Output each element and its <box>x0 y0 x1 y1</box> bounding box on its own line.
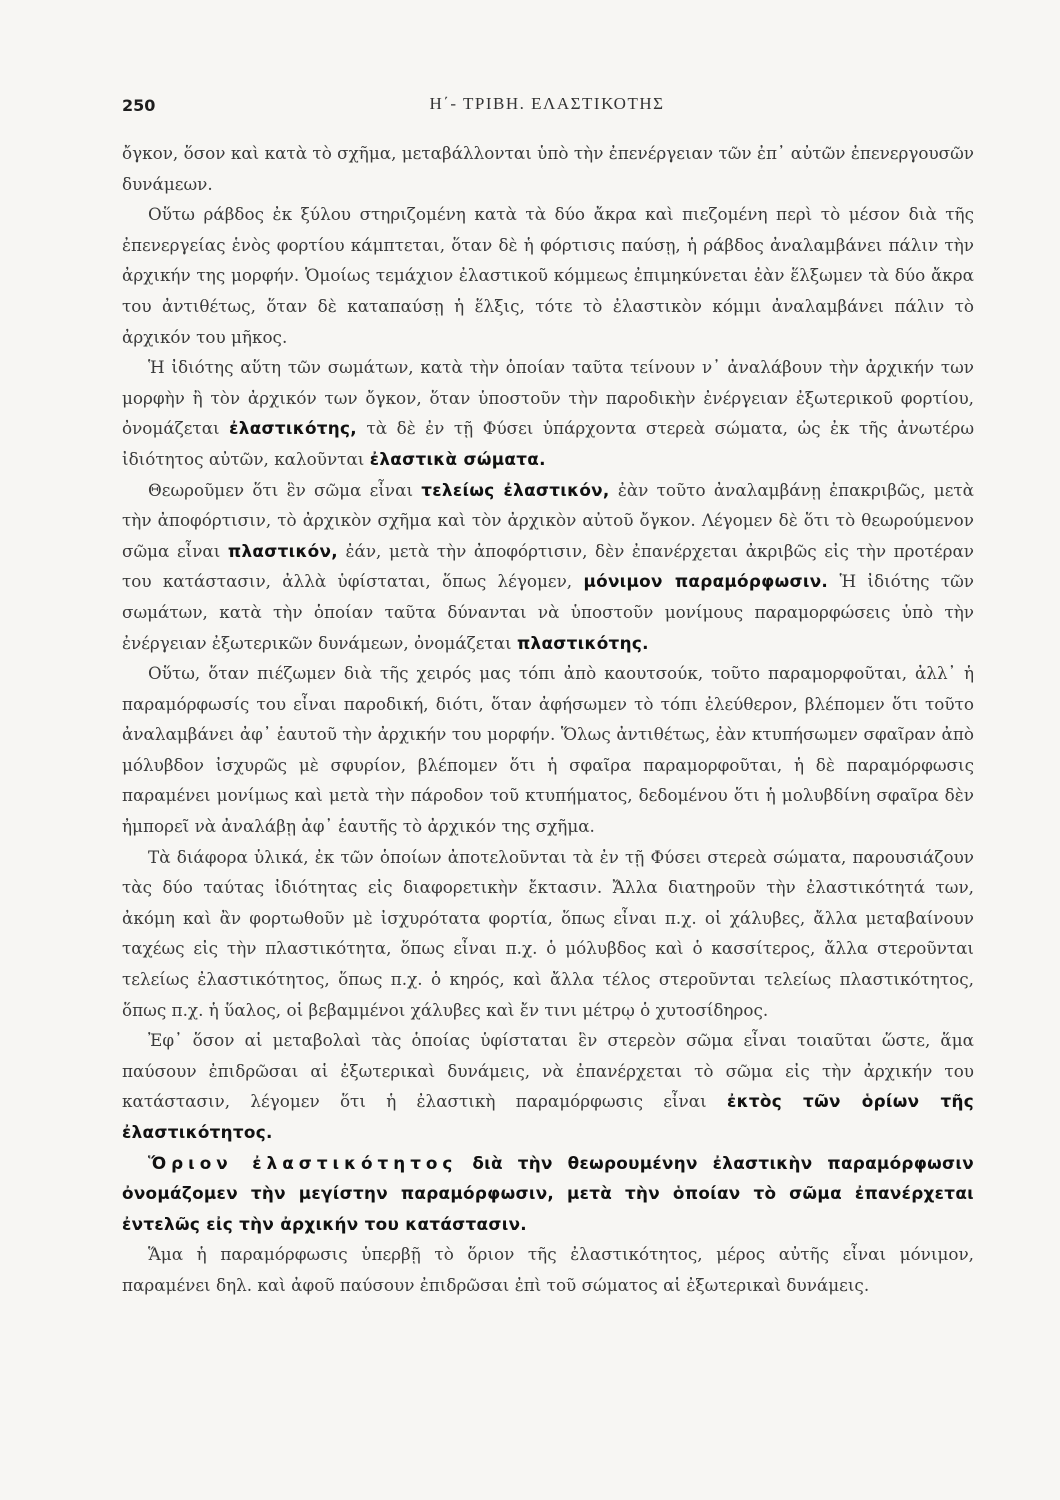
paragraph-text: Ἡ ἰδιότης αὕτη τῶν σωμάτων, κατὰ τὴν ὁποίαν ταῦτα τείνουν ν᾽ ἀναλάβουν τὴν ἀρχικήν των μορφὴν ἢ τὸν ἀρχικόν των ὄγκον, ὅταν ὑποστοῦν τὴν παροδικὴν ἐνέργειαν ἐξωτερικοῦ φορτίου, ὀνομάζεται <box>122 357 974 439</box>
paragraph-ball-example <box>122 658 974 842</box>
paragraph-text: Ἐφ᾽ ὅσον αἱ μεταβολαὶ τὰς ὁποίας ὑφίσταται ἓν στερεὸν σῶμα εἶναι τοιαῦται ὥστε, ἅμα παύσουν ἐπιδρῶσαι αἱ ἐξωτερικαὶ δυνάμεις, νὰ ἐπανέρχεται τὸ σῶμα εἰς τὴν ἀρχικήν του κατάστασιν, λέγομεν ὅτι ἡ ἐλαστικὴ παραμόρφωσις εἶναι <box>122 1030 974 1112</box>
paragraph-text: διὰ τὴν θεωρουμένην ἐλαστικὴν παραμόρφωσιν ὀνομάζομεν τὴν μεγίστην παραμόρφωσιν, μετὰ τὴν ὁποίαν τὸ σῶμα ἐπανέρχεται ἐντελῶς εἰς τὴν ἀρχικήν του κατάστασιν. <box>122 1152 974 1234</box>
term-plasticity: πλαστικότης. <box>516 632 649 653</box>
paragraph-continuation <box>122 138 974 199</box>
paragraph-plasticity-definition <box>122 475 974 659</box>
page-header <box>122 92 972 122</box>
paragraph-text: ὄγκον, ὅσον καὶ κατὰ τὸ σχῆμα, μεταβάλλονται ὑπὸ τὴν ἐπενέργειαν τῶν ἐπ᾽ αὐτῶν ἐπενεργουσῶν δυνάμεων. <box>122 143 974 194</box>
paragraph-text: Ἅμα ἡ παραμόρφωσις ὑπερβῇ τὸ ὅριον τῆς ἐλαστικότητος, μέρος αὐτῆς εἶναι μόνιμον, παραμένει δηλ. καὶ ἀφοῦ παύσουν ἐπιδρῶσαι ἐπὶ τοῦ σώματος αἱ ἐξωτερικαὶ δυνάμεις. <box>122 1244 974 1295</box>
term-elastic-bodies: ἐλαστικὰ σώματα. <box>369 448 546 469</box>
paragraph-text: Οὕτω ράβδος ἐκ ξύλου στηριζομένη κατὰ τὰ δύο ἄκρα καὶ πιεζομένη περὶ τὸ μέσον διὰ τῆς ἐπενεργείας ἑνὸς φορτίου κάμπτεται, ὅταν δὲ ἡ φόρτισις παύσῃ, ἡ ράβδος ἀναλαμβάνει πάλιν τὴν ἀρχικήν της μορφήν. Ὁμοίως τεμάχιον ἐλαστικοῦ κόμμεως ἐπιμηκύνεται ἐὰν ἕλξωμεν τὰ δύο ἄκρα του ἀντιθέτως, ὅταν δὲ καταπαύσῃ ἡ ἕλξις, τότε τὸ ἐλαστικὸν κόμμι ἀναλαμβάνει πάλιν τὸ ἀρχικόν του μῆκος. <box>122 204 974 347</box>
term-elastic-limit: Ὅριον ἐλαστικότητος <box>148 1152 458 1173</box>
term-plastic: πλαστικόν, <box>227 540 338 561</box>
paragraph-within-limits <box>122 1025 974 1147</box>
paragraph-elastic-limit-definition <box>122 1148 974 1240</box>
term-elasticity: ἐλαστικότης, <box>229 418 357 439</box>
term-perfectly-elastic: τελείως ἐλαστικόν, <box>421 479 610 500</box>
page-number: 250 <box>122 96 156 115</box>
paragraph-text: Ἡ ἰδιότης τῶν σωμάτων, κατὰ τὴν ὁποίαν ταῦτα δύνανται νὰ ὑποστοῦν μονίμους παραμορφώσεις ὑπὸ τὴν ἐνέργειαν ἐξωτερικῶν δυνάμεων, ὀνομάζεται <box>122 571 974 653</box>
paragraph-text: Οὕτω, ὅταν πιέζωμεν διὰ τῆς χειρός μας τόπι ἀπὸ καουτσούκ, τοῦτο παραμορφοῦται, ἀλλ᾽ ἡ παραμόρφωσίς του εἶναι παροδική, διότι, ὅταν ἀφήσωμεν τὸ τόπι ἐλεύθερον, βλέπομεν ὅτι τοῦτο ἀναλαμβάνει ἀφ᾽ ἑαυτοῦ τὴν ἀρχικήν του μορφήν. Ὅλως ἀντιθέτως, ἐὰν κτυπήσωμεν σφαῖραν ἀπὸ μόλυβδον ἰσχυρῶς μὲ σφυρίον, βλέπομεν ὅτι ἡ σφαῖρα παραμορφοῦται, ἡ δὲ παραμόρφωσις παραμένει μονίμως καὶ μετὰ τὴν πάροδον τοῦ κτυπήματος, δεδομένου ὅτι ἡ μολυβδίνη σφαῖρα δὲν ἠμπορεῖ νὰ ἀναλάβῃ ἀφ᾽ ἑαυτῆς τὸ ἀρχικόν της σχῆμα. <box>122 663 974 837</box>
paragraph-text: Τὰ διάφορα ὑλικά, ἐκ τῶν ὁποίων ἀποτελοῦνται τὰ ἐν τῇ Φύσει στερεὰ σώματα, παρουσιάζουν τὰς δύο ταύτας ἰδιότητας εἰς διαφορετικὴν ἔκτασιν. Ἄλλα διατηροῦν τὴν ἐλαστικότητά των, ἀκόμη καὶ ἂν φορτωθοῦν μὲ ἰσχυρότατα φορτία, ὅπως εἶναι π.χ. οἱ χάλυβες, ἄλλα μεταβαίνουν ταχέως εἰς τὴν πλαστικότητα, ὅπως εἶναι π.χ. ὁ μόλυβδος καὶ ὁ κασσίτερος, ἄλλα στεροῦνται τελείως ἐλαστικότητος, ὅπως π.χ. ὁ κηρός, καὶ ἄλλα τέλος στεροῦνται τελείως πλαστικότητος, ὅπως π.χ. ἡ ὕαλος, οἱ βεβαμμένοι χάλυβες καὶ ἔν τινι μέτρῳ ὁ χυτοσίδηρος. <box>122 846 974 1020</box>
term-permanent-deformation: μόνιμον παραμόρφωσιν. <box>583 571 829 592</box>
paragraph-text: Θεωροῦμεν ὅτι ἓν σῶμα εἶναι <box>148 479 414 500</box>
paragraph-beyond-limit <box>122 1239 974 1300</box>
body-text <box>122 138 974 1301</box>
paragraph-examples <box>122 199 974 352</box>
running-head: Η΄- ΤΡΙΒΗ. ΕΛΑΣΤΙΚΟΤΗΣ <box>429 94 665 113</box>
term-within-elastic-limits: ἐκτὸς τῶν ὁρίων τῆς ἐλαστικότητος. <box>122 1091 974 1142</box>
paragraph-text: ἐάν, μετὰ τὴν ἀποφόρτισιν, δὲν ἐπανέρχεται ἀκριβῶς εἰς τὴν προτέραν του κατάστασιν, ἀλλὰ ὑφίσταται, ὅπως λέγομεν, <box>122 540 974 592</box>
paragraph-text: τὰ δὲ ἐν τῇ Φύσει ὑπάρχοντα στερεὰ σώματα, ὡς ἐκ τῆς ἀνωτέρω ἰδιότητος αὐτῶν, καλοῦνται <box>122 418 974 469</box>
paragraph-elasticity-definition <box>122 352 974 474</box>
paragraph-text: ἐὰν τοῦτο ἀναλαμβάνῃ ἐπακριβῶς, μετὰ τὴν ἀποφόρτισιν, τὸ ἀρχικὸν σχῆμα καὶ τὸν ἀρχικὸν αὐτοῦ ὄγκον. Λέγομεν δὲ ὅτι τὸ θεωρούμενον σῶμα εἶναι <box>122 479 975 561</box>
paragraph-materials <box>122 842 974 1026</box>
